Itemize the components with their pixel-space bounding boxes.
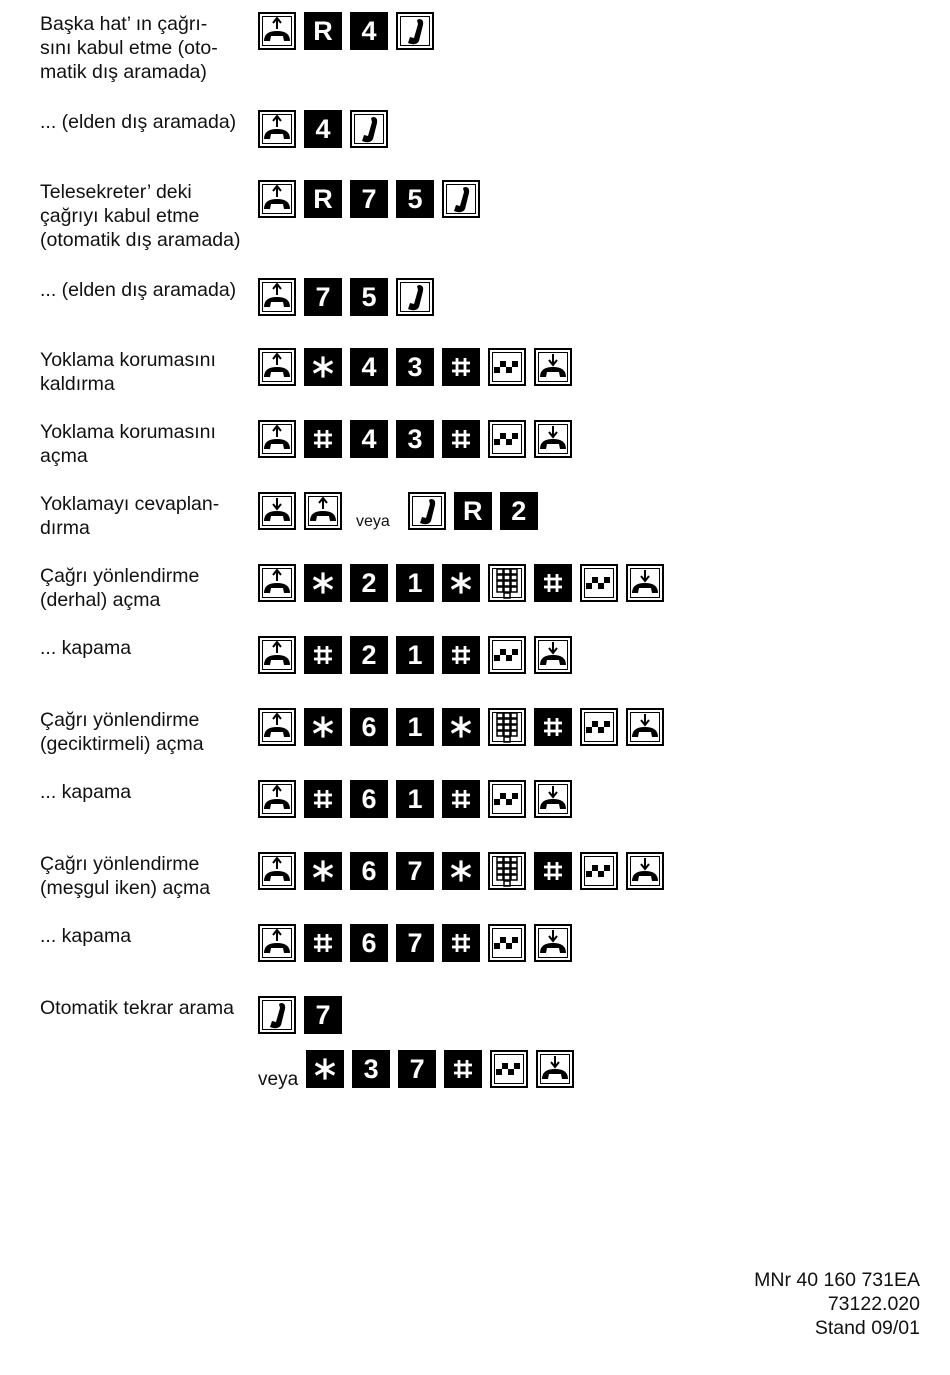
handset-hang-up-icon [536, 1050, 574, 1088]
key-label: 7 [315, 999, 331, 1030]
handset-lift-icon [258, 420, 296, 458]
dial-tone-icon [488, 420, 526, 458]
hash-icon [451, 1057, 475, 1081]
hash-icon [449, 787, 473, 811]
key-sequence [258, 12, 442, 50]
key-hash [442, 348, 480, 386]
key-label: 7 [315, 281, 331, 312]
key-sequence [258, 852, 672, 890]
key-label: 5 [361, 281, 377, 312]
key-sequence [258, 996, 350, 1034]
key-label: R [313, 183, 333, 214]
key-3 [396, 420, 434, 458]
key-sequence [258, 636, 580, 674]
handset-lift-icon [258, 636, 296, 674]
hash-icon [541, 715, 565, 739]
handset-hang-up-icon [534, 924, 572, 962]
key-sequence [258, 1050, 582, 1088]
key-sequence [258, 924, 580, 962]
key-hash [534, 708, 572, 746]
key-label: 2 [511, 495, 527, 526]
key-hash [534, 564, 572, 602]
star-icon [311, 715, 335, 739]
key-4 [350, 348, 388, 386]
key-star [442, 564, 480, 602]
key-7 [398, 1050, 436, 1088]
key-label: 1 [407, 711, 423, 742]
key-4 [304, 110, 342, 148]
keypad-icon [488, 852, 526, 890]
key-7 [304, 278, 342, 316]
handset-lift-icon [258, 180, 296, 218]
hash-icon [541, 859, 565, 883]
document-code: 73122.020 [827, 1293, 920, 1315]
key-7 [396, 924, 434, 962]
key-label: 7 [407, 855, 423, 886]
key-hash [304, 420, 342, 458]
key-sequence [258, 180, 488, 218]
instruction-label: Yoklamayı cevaplan- dırma [40, 493, 220, 539]
key-star [304, 348, 342, 386]
document-date: Stand 09/01 [814, 1317, 920, 1339]
key-star [304, 708, 342, 746]
hash-icon [541, 571, 565, 595]
star-icon [449, 571, 473, 595]
key-6 [350, 708, 388, 746]
key-label: 4 [361, 15, 377, 46]
key-2 [350, 564, 388, 602]
dial-tone-icon [488, 348, 526, 386]
handset-lift-icon [258, 924, 296, 962]
instruction-label: Yoklama korumasını açma [40, 421, 216, 467]
keypad-icon [488, 708, 526, 746]
key-7 [350, 180, 388, 218]
key-r [304, 12, 342, 50]
instruction-label: ... kapama [40, 781, 132, 803]
hash-icon [311, 931, 335, 955]
instruction-label: Çağrı yönlendirme (meşgul iken) açma [40, 853, 211, 899]
key-label: 7 [409, 1053, 425, 1084]
key-1 [396, 780, 434, 818]
key-sequence [258, 492, 546, 530]
key-2 [350, 636, 388, 674]
key-r [304, 180, 342, 218]
key-star [442, 708, 480, 746]
key-hash [304, 924, 342, 962]
handset-flash-icon [396, 12, 434, 50]
key-6 [350, 780, 388, 818]
key-star [304, 564, 342, 602]
handset-flash-icon [396, 278, 434, 316]
handset-lift-icon [258, 110, 296, 148]
hash-icon [311, 427, 335, 451]
key-hash [304, 780, 342, 818]
handset-lift-icon [258, 348, 296, 386]
handset-flash-icon [442, 180, 480, 218]
key-label: 1 [407, 783, 423, 814]
key-sequence [258, 780, 580, 818]
handset-hang-up-icon [626, 564, 664, 602]
star-icon [311, 355, 335, 379]
instruction-label: Telesekreter’ deki çağrıyı kabul etme (otomatik dış aramada) [40, 181, 241, 251]
key-hash [442, 924, 480, 962]
dial-tone-icon [580, 852, 618, 890]
handset-lift-icon [258, 12, 296, 50]
key-star [442, 852, 480, 890]
dial-tone-icon [488, 780, 526, 818]
handset-flash-icon [258, 996, 296, 1034]
hash-icon [449, 355, 473, 379]
dial-tone-icon [580, 708, 618, 746]
key-label: 4 [361, 423, 377, 454]
handset-flash-icon [408, 492, 446, 530]
key-3 [396, 348, 434, 386]
handset-lift-icon [258, 780, 296, 818]
star-icon [313, 1057, 337, 1081]
or-text: veya [356, 513, 390, 530]
key-7 [396, 852, 434, 890]
document-number: MNr 40 160 731EA [754, 1269, 920, 1291]
key-label: R [463, 495, 483, 526]
key-label: 5 [407, 183, 423, 214]
key-sequence [258, 708, 672, 746]
hash-icon [449, 427, 473, 451]
key-1 [396, 564, 434, 602]
hash-icon [449, 643, 473, 667]
dial-tone-icon [580, 564, 618, 602]
key-label: 7 [407, 927, 423, 958]
handset-hang-up-icon [626, 852, 664, 890]
key-hash [442, 420, 480, 458]
key-sequence [258, 348, 580, 386]
key-2 [500, 492, 538, 530]
key-sequence [258, 564, 672, 602]
instruction-label: ... kapama [40, 925, 132, 947]
handset-lift-icon [258, 278, 296, 316]
key-6 [350, 852, 388, 890]
dial-tone-icon [490, 1050, 528, 1088]
key-label: 4 [315, 113, 331, 144]
instruction-label: Otomatik tekrar arama [40, 997, 234, 1019]
handset-lift-icon [304, 492, 342, 530]
star-icon [449, 715, 473, 739]
star-icon [311, 859, 335, 883]
key-6 [350, 924, 388, 962]
key-1 [396, 708, 434, 746]
key-5 [396, 180, 434, 218]
key-label: 6 [361, 855, 377, 886]
key-hash [444, 1050, 482, 1088]
key-label: 4 [361, 351, 377, 382]
dial-tone-icon [488, 924, 526, 962]
instruction-label: Başka hat’ ın çağrı- sını kabul etme (oto- matik dış aramada) [40, 13, 218, 83]
hash-icon [311, 787, 335, 811]
handset-flash-icon [350, 110, 388, 148]
or-text: veya [258, 1069, 299, 1090]
star-icon [449, 859, 473, 883]
key-4 [350, 420, 388, 458]
key-label: 6 [361, 711, 377, 742]
key-hash [442, 636, 480, 674]
hash-icon [311, 643, 335, 667]
key-sequence [258, 278, 442, 316]
handset-hang-up-icon [534, 348, 572, 386]
dial-tone-icon [488, 636, 526, 674]
handset-hang-up-icon [534, 420, 572, 458]
star-icon [311, 571, 335, 595]
key-hash [534, 852, 572, 890]
key-3 [352, 1050, 390, 1088]
handset-lift-icon [258, 852, 296, 890]
handset-hang-up-icon [258, 492, 296, 530]
key-label: 1 [407, 639, 423, 670]
instruction-label: Çağrı yönlendirme (geciktirmeli) açma [40, 709, 204, 755]
key-7 [304, 996, 342, 1034]
keypad-icon [488, 564, 526, 602]
key-star [306, 1050, 344, 1088]
key-hash [442, 780, 480, 818]
hash-icon [449, 931, 473, 955]
key-label: 3 [407, 351, 423, 382]
instruction-label: ... kapama [40, 637, 132, 659]
handset-hang-up-icon [626, 708, 664, 746]
key-label: 1 [407, 567, 423, 598]
handset-lift-icon [258, 708, 296, 746]
key-sequence [258, 420, 580, 458]
instruction-label: ... (elden dış aramada) [40, 279, 237, 301]
handset-hang-up-icon [534, 636, 572, 674]
key-star [304, 852, 342, 890]
key-label: 6 [361, 783, 377, 814]
key-label: 3 [407, 423, 423, 454]
key-label: R [313, 15, 333, 46]
handset-lift-icon [258, 564, 296, 602]
instruction-label: Çağrı yönlendirme (derhal) açma [40, 565, 200, 611]
key-hash [304, 636, 342, 674]
instruction-label: ... (elden dış aramada) [40, 111, 237, 133]
key-r [454, 492, 492, 530]
key-label: 2 [361, 639, 377, 670]
key-sequence [258, 110, 396, 148]
key-label: 7 [361, 183, 377, 214]
key-4 [350, 12, 388, 50]
handset-hang-up-icon [534, 780, 572, 818]
document-footer [754, 1268, 920, 1340]
key-label: 6 [361, 927, 377, 958]
key-label: 3 [363, 1053, 379, 1084]
key-1 [396, 636, 434, 674]
key-5 [350, 278, 388, 316]
instruction-label: Yoklama korumasını kaldırma [40, 349, 216, 395]
key-label: 2 [361, 567, 377, 598]
